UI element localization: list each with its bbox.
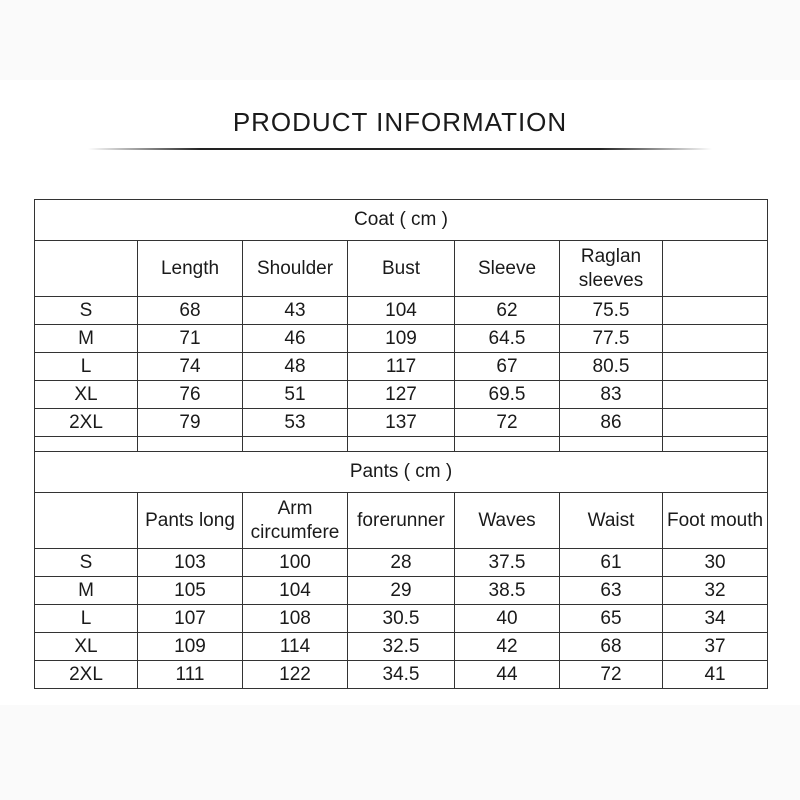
pants-cell: S (35, 549, 138, 577)
pants-cell: 104 (243, 577, 348, 605)
pants-cell: 29 (348, 577, 455, 605)
coat-spacer-cell (348, 437, 455, 452)
pants-cell: 37.5 (455, 549, 560, 577)
coat-spacer-row (35, 437, 768, 452)
coat-cell: 46 (243, 325, 348, 353)
coat-cell: 137 (348, 409, 455, 437)
coat-cell: 51 (243, 381, 348, 409)
pants-caption-row (35, 452, 768, 493)
coat-header-cell: Bust (348, 241, 455, 297)
coat-cell: 43 (243, 297, 348, 325)
coat-cell: 62 (455, 297, 560, 325)
pants-cell: 61 (560, 549, 663, 577)
coat-cell: 2XL (35, 409, 138, 437)
coat-cell: 76 (138, 381, 243, 409)
pants-header-cell: Foot mouth (663, 493, 768, 549)
title-divider (88, 148, 712, 150)
coat-spacer-cell (663, 437, 768, 452)
pants-cell: 100 (243, 549, 348, 577)
pants-cell: 107 (138, 605, 243, 633)
coat-cell: 127 (348, 381, 455, 409)
coat-spacer-cell (138, 437, 243, 452)
pants-header-cell (35, 493, 138, 549)
coat-cell: 104 (348, 297, 455, 325)
pants-cell: 2XL (35, 661, 138, 689)
pants-cell: 114 (243, 633, 348, 661)
coat-header-cell: Shoulder (243, 241, 348, 297)
pants-row (35, 661, 768, 689)
coat-cell: 79 (138, 409, 243, 437)
pants-cell: 65 (560, 605, 663, 633)
coat-cell: 64.5 (455, 325, 560, 353)
coat-cell (663, 409, 768, 437)
pants-cell: 32.5 (348, 633, 455, 661)
pants-cell: 72 (560, 661, 663, 689)
coat-size-table (34, 199, 768, 452)
coat-row (35, 381, 768, 409)
coat-cell: 109 (348, 325, 455, 353)
coat-cell: 80.5 (560, 353, 663, 381)
pants-cell: L (35, 605, 138, 633)
coat-cell: XL (35, 381, 138, 409)
pants-cell: 68 (560, 633, 663, 661)
coat-header-cell (663, 241, 768, 297)
coat-cell: 83 (560, 381, 663, 409)
pants-cell: 30 (663, 549, 768, 577)
coat-spacer-cell (560, 437, 663, 452)
coat-cell (663, 353, 768, 381)
coat-row (35, 297, 768, 325)
coat-cell: 117 (348, 353, 455, 381)
coat-cell: 67 (455, 353, 560, 381)
coat-cell: 68 (138, 297, 243, 325)
pants-row (35, 549, 768, 577)
pants-cell: M (35, 577, 138, 605)
pants-cell: 109 (138, 633, 243, 661)
pants-cell: 34.5 (348, 661, 455, 689)
coat-cell: S (35, 297, 138, 325)
pants-cell: 41 (663, 661, 768, 689)
pants-cell: 38.5 (455, 577, 560, 605)
coat-header-cell: Sleeve (455, 241, 560, 297)
pants-cell: 108 (243, 605, 348, 633)
pants-cell: 103 (138, 549, 243, 577)
coat-cell (663, 381, 768, 409)
coat-cell (663, 297, 768, 325)
pants-cell: 63 (560, 577, 663, 605)
pants-header-cell: Arm circumfere (243, 493, 348, 549)
pants-cell: 37 (663, 633, 768, 661)
pants-cell: 28 (348, 549, 455, 577)
coat-cell: 72 (455, 409, 560, 437)
coat-cell (663, 325, 768, 353)
pants-cell: 40 (455, 605, 560, 633)
coat-row (35, 409, 768, 437)
pants-row (35, 605, 768, 633)
coat-cell: 71 (138, 325, 243, 353)
coat-cell: 74 (138, 353, 243, 381)
coat-spacer-cell (455, 437, 560, 452)
pants-header-row (35, 493, 768, 549)
pants-cell: 34 (663, 605, 768, 633)
pants-cell: 105 (138, 577, 243, 605)
pants-cell: XL (35, 633, 138, 661)
coat-cell: 53 (243, 409, 348, 437)
coat-cell: 48 (243, 353, 348, 381)
coat-cell: 86 (560, 409, 663, 437)
pants-size-table (34, 451, 768, 689)
pants-cell: 42 (455, 633, 560, 661)
coat-cell: 75.5 (560, 297, 663, 325)
coat-caption: Coat ( cm ) (35, 200, 768, 241)
pants-cell: 111 (138, 661, 243, 689)
pants-cell: 30.5 (348, 605, 455, 633)
coat-header-cell: Length (138, 241, 243, 297)
pants-header-cell: forerunner (348, 493, 455, 549)
pants-header-cell: Waves (455, 493, 560, 549)
pants-cell: 32 (663, 577, 768, 605)
coat-cell: L (35, 353, 138, 381)
coat-cell: M (35, 325, 138, 353)
coat-header-row (35, 241, 768, 297)
coat-header-cell: Raglan sleeves (560, 241, 663, 297)
pants-cell: 122 (243, 661, 348, 689)
coat-caption-row (35, 200, 768, 241)
coat-row (35, 325, 768, 353)
pants-cell: 44 (455, 661, 560, 689)
pants-caption: Pants ( cm ) (35, 452, 768, 493)
coat-header-cell (35, 241, 138, 297)
page-title: PRODUCT INFORMATION (232, 107, 568, 137)
pants-header-cell: Pants long (138, 493, 243, 549)
coat-cell: 69.5 (455, 381, 560, 409)
coat-spacer-cell (35, 437, 138, 452)
pants-row (35, 577, 768, 605)
pants-row (35, 633, 768, 661)
pants-header-cell: Waist (560, 493, 663, 549)
coat-cell: 77.5 (560, 325, 663, 353)
coat-row (35, 353, 768, 381)
coat-spacer-cell (243, 437, 348, 452)
